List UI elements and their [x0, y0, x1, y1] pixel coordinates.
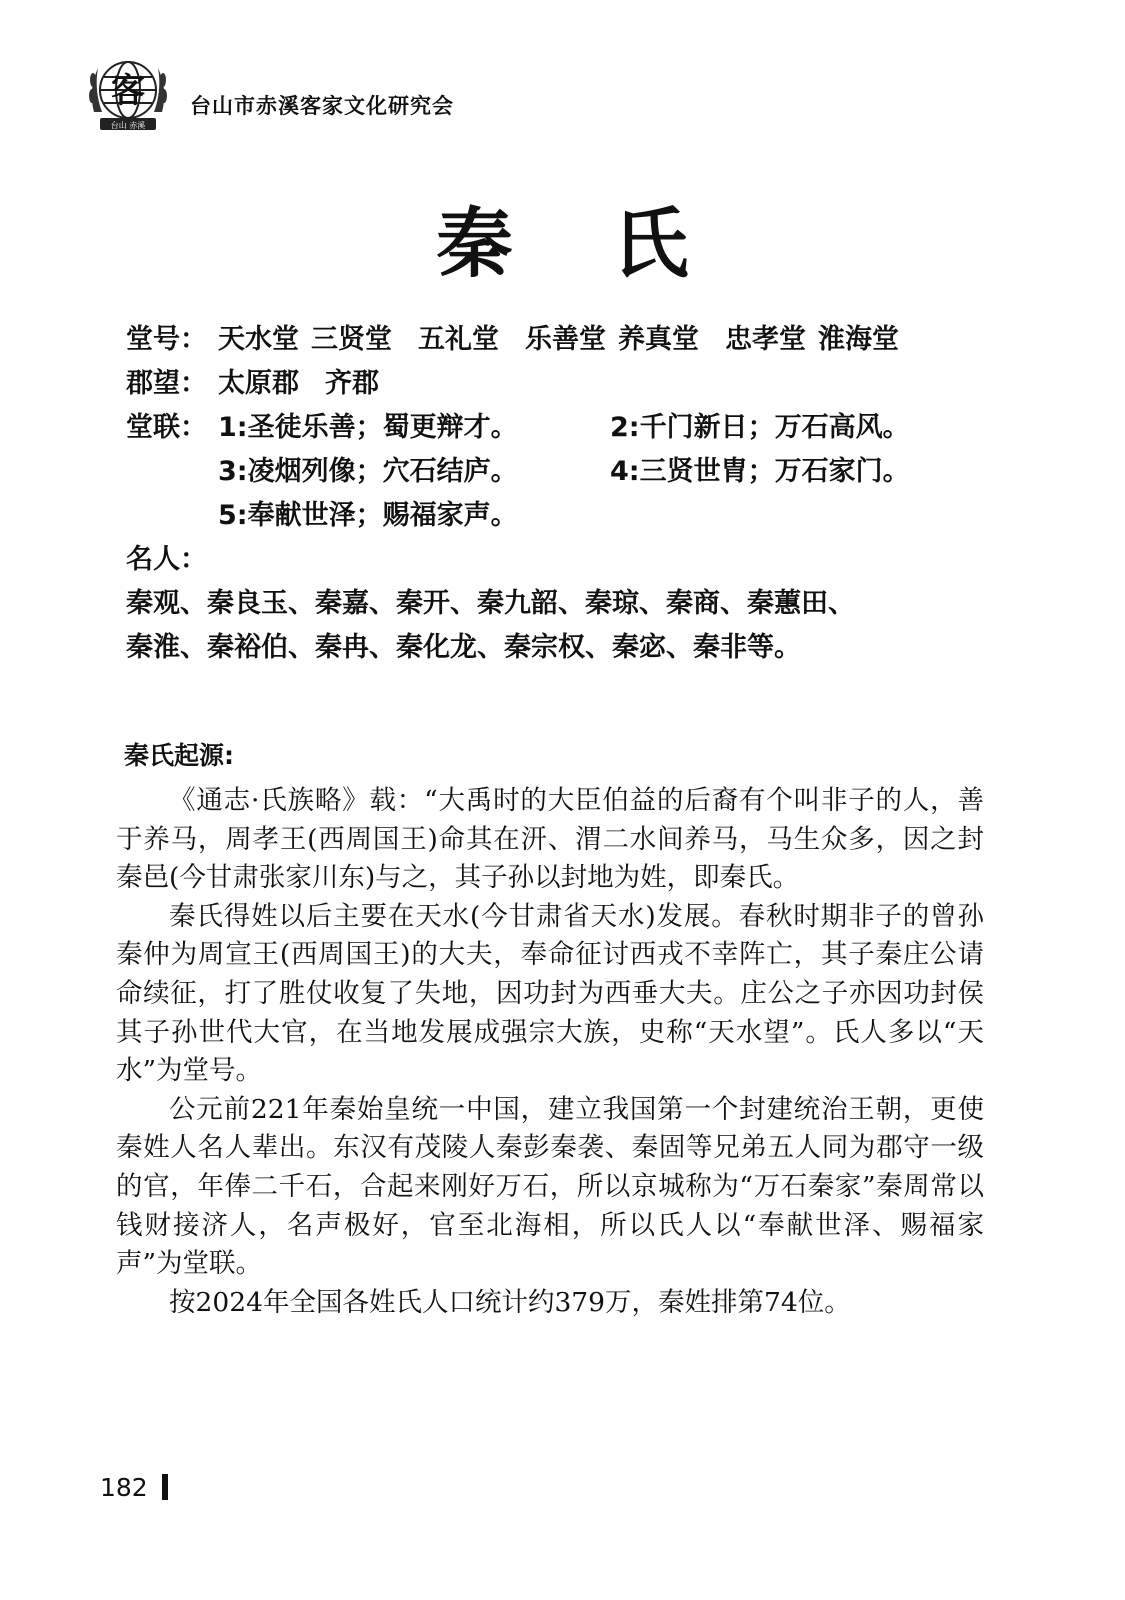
svg-text:客: 客 — [111, 71, 145, 111]
hall-names-row — [126, 318, 1026, 362]
famous-people-line-1: 秦观、秦良玉、秦嘉、秦开、秦九韶、秦琼、秦商、秦蕙田、 — [126, 588, 855, 619]
hall-name: 三贤堂 — [311, 324, 392, 355]
page-footer — [100, 1473, 168, 1503]
prefecture-row — [126, 362, 1026, 406]
title-char-2: 氏 — [612, 199, 689, 288]
surname-info — [126, 318, 1026, 670]
origin-paragraph: 《通志·氏族略》载：“大禹时的大臣伯益的后裔有个叫非子的人，善于养马，周孝王(西周国王)命其在汧、渭二水间养马，马生众多，因之封秦邑(今甘肃张家川东)与之，其子孙以封地为姓，即秦氏。 — [116, 785, 984, 894]
couplets-row-2 — [126, 450, 1026, 494]
famous-label: 名人： — [126, 544, 207, 575]
origin-paragraph: 秦氏得姓以后主要在天水(今甘肃省天水)发展。春秋时期非子的曾孙秦仲为周宣王(西周国王)的大夫，奉命征讨西戎不幸阵亡，其子秦庄公请命续征，打了胜仗收复了失地，因功封为西垂大夫。庄公之子亦因功封侯其子孙世代大官，在当地发展成强宗大族，史称“天水望”。氏人多以“天水”为堂号。 — [116, 900, 984, 1087]
prefecture-name: 太原郡 — [218, 368, 299, 399]
hall-name: 乐善堂 — [525, 324, 606, 355]
couplet: 1:圣徒乐善；蜀更辩才。 — [218, 412, 518, 443]
organization-name: 台山市赤溪客家文化研究会 — [190, 93, 454, 118]
hall-names-label: 堂号： — [126, 324, 207, 355]
origin-heading: 秦氏起源: — [124, 741, 234, 770]
famous-label-row — [126, 538, 1026, 582]
prefecture-name: 齐郡 — [325, 368, 379, 399]
couplet: 5:奉献世泽；赐福家声。 — [218, 500, 518, 531]
prefecture-list — [218, 362, 391, 406]
hall-name: 忠孝堂 — [725, 324, 806, 355]
origin-text — [116, 782, 984, 1322]
svg-text:台山 赤溪: 台山 赤溪 — [110, 121, 146, 130]
origin-paragraph: 公元前221年秦始皇统一中国，建立我国第一个封建统治王朝，更使秦姓人名人辈出。东汉有茂陵人秦彭秦袭、秦固等兄弟五人同为郡守一级的官，年俸二千石，合起来刚好万石，所以京城称为“万石秦家”秦周常以钱财接济人，名声极好，官至北海相，所以氏人以“奉献世泽、赐福家声”为堂联。 — [116, 1093, 984, 1280]
hall-name: 养真堂 — [618, 324, 699, 355]
hall-names-list — [218, 318, 911, 362]
couplet: 2:千门新日；万石高风。 — [610, 412, 910, 443]
couplets-label: 堂联： — [126, 412, 207, 443]
couplet: 3:凌烟列像；穴石结庐。 — [218, 456, 518, 487]
page-title — [0, 183, 1125, 292]
page-header — [84, 50, 684, 140]
couplets-row-3 — [126, 494, 1026, 538]
hall-name: 五礼堂 — [418, 324, 499, 355]
hall-name: 淮海堂 — [818, 324, 899, 355]
association-logo — [84, 50, 172, 138]
page-number: 182 — [100, 1473, 148, 1502]
prefecture-label: 郡望： — [126, 368, 207, 399]
couplet: 4:三贤世胄；万石家门。 — [610, 456, 910, 487]
hall-name: 天水堂 — [218, 324, 299, 355]
title-char-1: 秦 — [436, 199, 513, 288]
couplets-row-1 — [126, 406, 1026, 450]
origin-paragraph: 按2024年全国各姓氏人口统计约379万，秦姓排第74位。 — [169, 1286, 851, 1318]
famous-people-line-2: 秦淮、秦裕伯、秦冉、秦化龙、秦宗权、秦宓、秦非等。 — [126, 632, 801, 663]
page-marker-bar — [162, 1474, 168, 1500]
